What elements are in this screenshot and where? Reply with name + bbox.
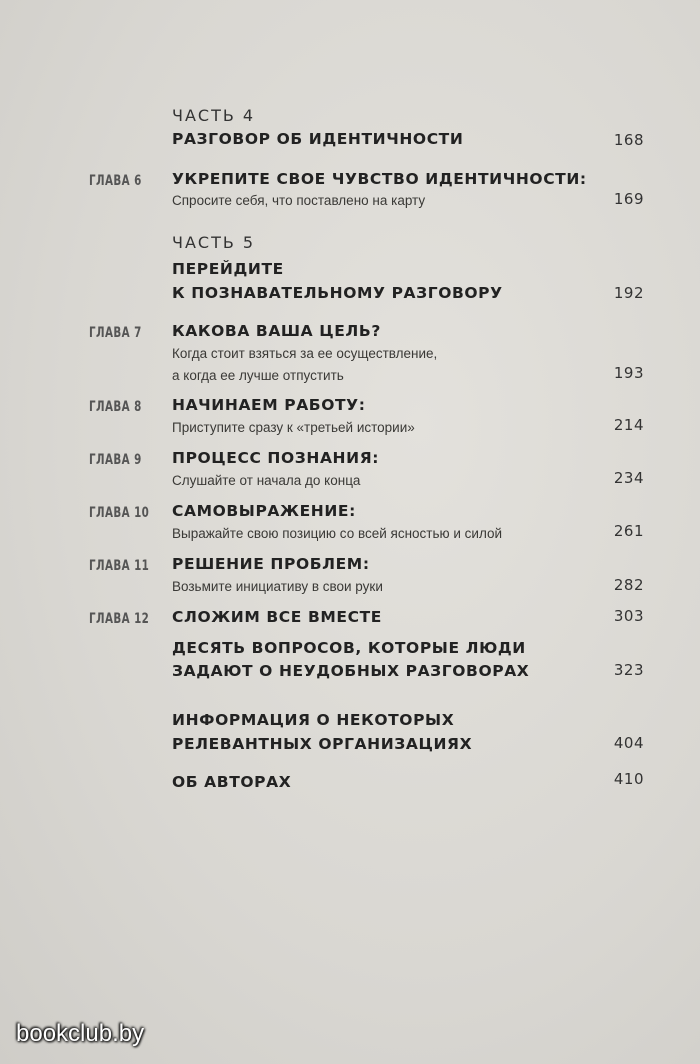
questions-page: 323	[613, 661, 644, 679]
chapter-6-label: ГЛАВА 6	[89, 173, 142, 189]
info-page: 404	[613, 734, 644, 752]
authors-title: ОБ АВТОРАХ	[172, 773, 292, 791]
questions-title-line2: ЗАДАЮТ О НЕУДОБНЫХ РАЗГОВОРАХ	[172, 662, 530, 680]
chapter-8-title: НАЧИНАЕМ РАБОТУ:	[172, 396, 366, 414]
chapter-9-subtitle: Слушайте от начала до конца	[172, 473, 361, 488]
part-5-title-line1: ПЕРЕЙДИТЕ	[172, 260, 284, 278]
part-5-page: 192	[613, 284, 644, 302]
authors-page: 410	[613, 770, 644, 788]
chapter-7-title: КАКОВА ВАША ЦЕЛЬ?	[172, 322, 381, 340]
chapter-10-title: САМОВЫРАЖЕНИЕ:	[172, 502, 356, 520]
chapter-7-subtitle-line2: а когда ее лучше отпустить	[172, 368, 344, 383]
info-title-line2: РЕЛЕВАНТНЫХ ОРГАНИЗАЦИЯХ	[172, 735, 473, 753]
chapter-10-subtitle: Выражайте свою позицию со всей ясностью и силой	[172, 526, 503, 541]
chapter-6-title: УКРЕПИТЕ СВОЕ ЧУВСТВО ИДЕНТИЧНОСТИ:	[172, 170, 587, 188]
chapter-11-label: ГЛАВА 11	[89, 558, 150, 574]
chapter-11-page: 282	[613, 576, 644, 594]
chapter-8-page: 214	[613, 416, 644, 434]
chapter-6-subtitle: Спросите себя, что поставлено на карту	[172, 193, 426, 208]
part-5-title-line2: К ПОЗНАВАТЕЛЬНОМУ РАЗГОВОРУ	[172, 284, 503, 302]
questions-title-line1: ДЕСЯТЬ ВОПРОСОВ, КОТОРЫЕ ЛЮДИ	[172, 639, 526, 657]
chapter-8-label: ГЛАВА 8	[89, 399, 142, 415]
chapter-9-page: 234	[613, 469, 644, 487]
part-4-page: 168	[613, 131, 644, 149]
chapter-6-page: 169	[613, 190, 644, 208]
chapter-12-page: 303	[613, 607, 644, 625]
chapter-9-label: ГЛАВА 9	[89, 452, 142, 468]
chapter-7-subtitle-line1: Когда стоит взяться за ее осуществление,	[172, 346, 438, 361]
chapter-7-label: ГЛАВА 7	[89, 325, 142, 341]
site-watermark: bookclub.by	[16, 1020, 145, 1047]
part-4-label: ЧАСТЬ 4	[172, 106, 256, 125]
info-title-line1: ИНФОРМАЦИЯ О НЕКОТОРЫХ	[172, 711, 455, 729]
part-5-label: ЧАСТЬ 5	[172, 233, 256, 252]
chapter-12-label: ГЛАВА 12	[89, 611, 150, 627]
chapter-10-label: ГЛАВА 10	[89, 505, 150, 521]
chapter-10-page: 261	[613, 522, 644, 540]
chapter-8-subtitle: Приступите сразу к «третьей истории»	[172, 420, 415, 435]
chapter-11-subtitle: Возьмите инициативу в свои руки	[172, 579, 383, 594]
chapter-12-title: СЛОЖИМ ВСЕ ВМЕСТЕ	[172, 608, 382, 626]
chapter-11-title: РЕШЕНИЕ ПРОБЛЕМ:	[172, 555, 370, 573]
chapter-9-title: ПРОЦЕСС ПОЗНАНИЯ:	[172, 449, 380, 467]
chapter-7-page: 193	[613, 364, 644, 382]
part-4-title: РАЗГОВОР ОБ ИДЕНТИЧНОСТИ	[172, 130, 464, 148]
